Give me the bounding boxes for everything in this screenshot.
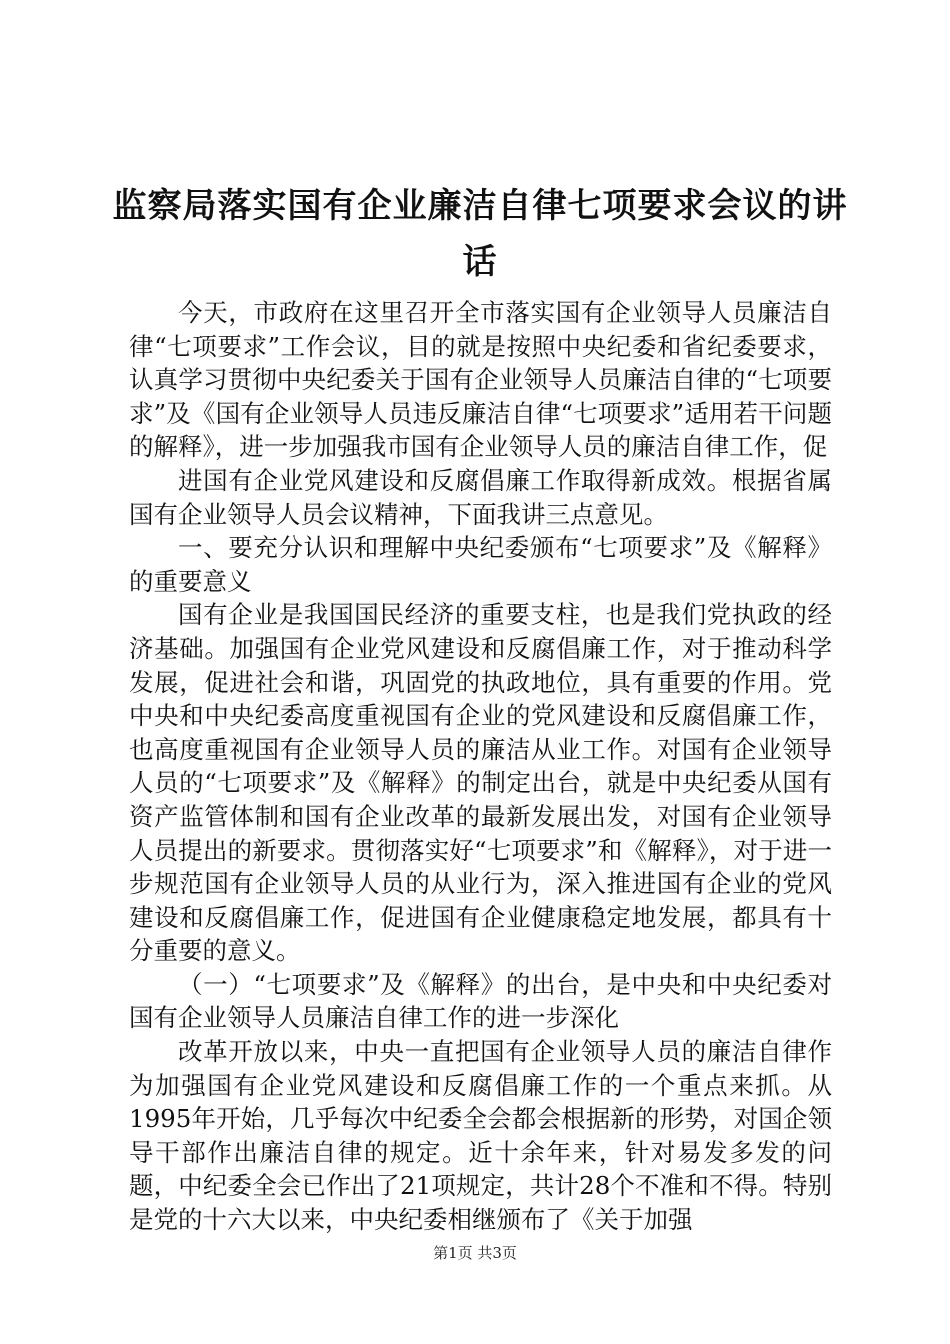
paragraph-importance: 国有企业是我国国民经济的重要支柱，也是我们党执政的经济基础。加强国有企业党风建设和反腐倡廉工作，对于推动科学发展，促进社会和谐，巩固党的执政地位，具有重要的作用。党中央和中央纪委高度重视国有企业的党风建设和反腐倡廉工作，也高度重视国有企业领导人员的廉洁从业工作。对国有企业领导人员的“七项要求”及《解释》的制定出台，就是中央纪委从国有资产监管体制和国有企业改革的最新发展出发，对国有企业领导人员提出的新要求。贯彻落实好“七项要求”和《解释》，对于进一步规范国有企业领导人员的从业行为，深入推进国有企业的党风建设和反腐倡廉工作，促进国有企业健康稳定地发展，都具有十分重要的意义。 bbox=[129, 600, 832, 966]
paragraph-intro: 今天，市政府在这里召开全市落实国有企业领导人员廉洁自律“七项要求”工作会议，目的就是按照中央纪委和省纪委要求，认真学习贯彻中央纪委关于国有企业领导人员廉洁自律的“七项要求”及《国有企业领导人员违反廉洁自律“七项要求”适用若干问题的解释》，进一步加强我市国有企业领导人员的廉洁自律工作，促 bbox=[129, 298, 832, 462]
document-body bbox=[129, 296, 832, 1237]
document-title: 监察局落实国有企业廉洁自律七项要求会议的讲话 bbox=[112, 186, 848, 282]
section-heading-1: 一、要充分认识和理解中央纪委颁布“七项要求”及《解释》的重要意义 bbox=[129, 533, 832, 596]
page-footer: 第1页 共3页 bbox=[433, 1244, 517, 1262]
paragraph-history: 改革开放以来，中央一直把国有企业领导人员的廉洁自律作为加强国有企业党风建设和反腐倡廉工作的一个重点来抓。从1995年开始，几乎每次中纪委全会都会根据新的形势，对国企领导干部作出廉洁自律的规定。近十余年来，针对易发多发的问题，中纪委全会已作出了21项规定，共计28个不准和不得。特别是党的十六大以来，中央纪委相继颁布了《关于加强 bbox=[129, 1037, 832, 1235]
subsection-heading-1: （一）“七项要求”及《解释》的出台，是中央和中央纪委对国有企业领导人员廉洁自律工作的进一步深化 bbox=[129, 969, 832, 1033]
paragraph-intro-continued: 进国有企业党风建设和反腐倡廉工作取得新成效。根据省属国有企业领导人员会议精神，下面我讲三点意见。 bbox=[129, 465, 832, 529]
